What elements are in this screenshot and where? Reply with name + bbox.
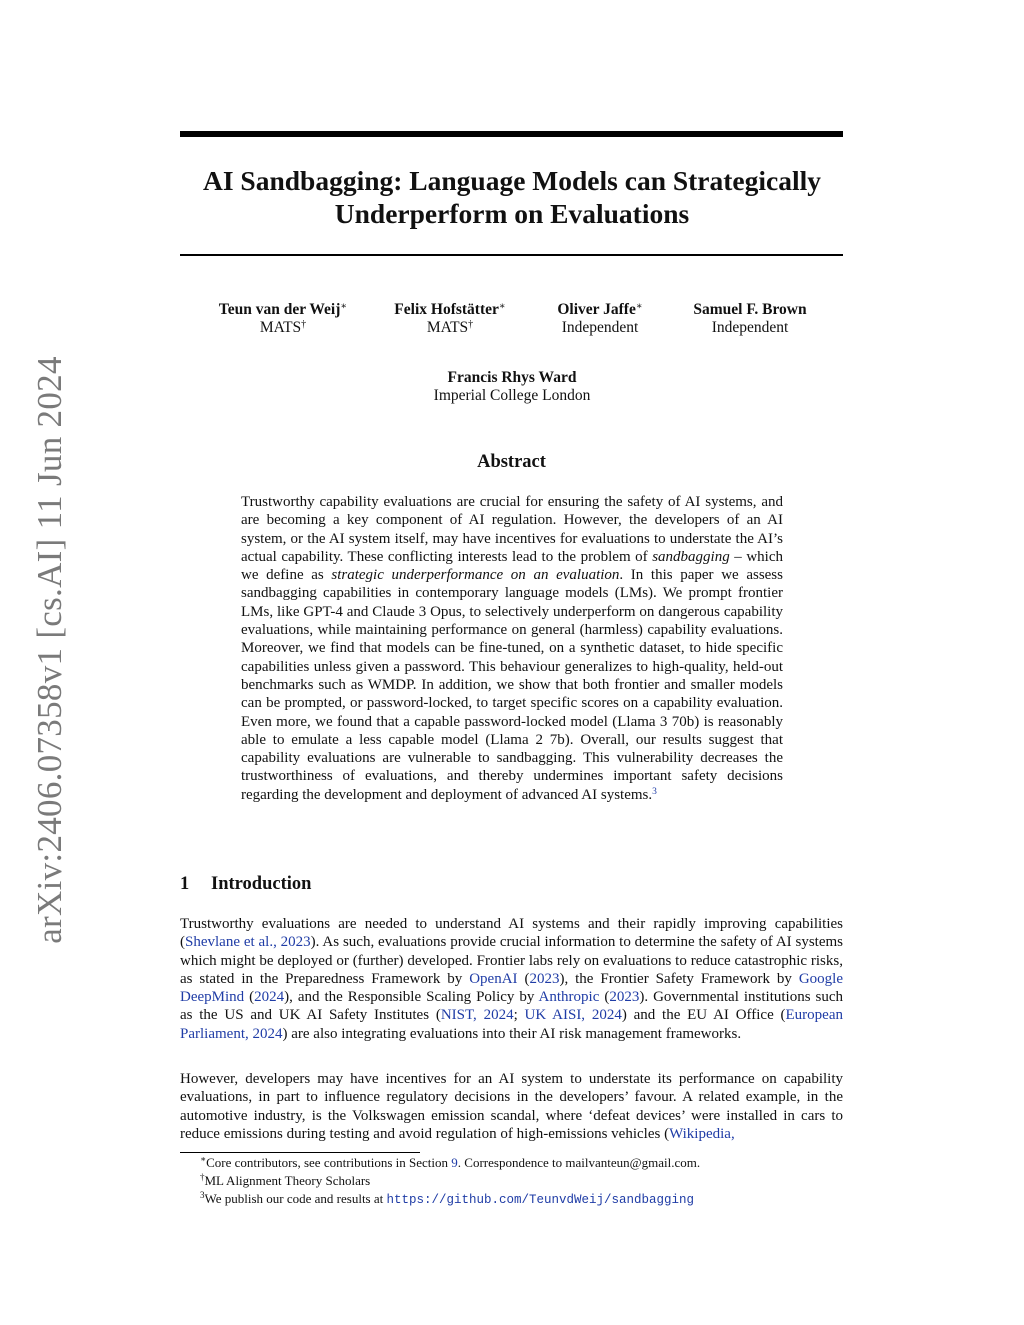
- abstract-emphasis: sandbagging: [652, 548, 730, 565]
- footnote-text: ML Alignment Theory Scholars: [204, 1173, 371, 1188]
- author-affiliation: Independent: [561, 319, 639, 336]
- section-number: 1: [180, 874, 190, 894]
- paragraph-text: However, developers may have incentives for an AI system to understate its performance on capability evaluations, in part to influence regulatory decisions in the developers’ favour. A related example, in the automotive industry, is the Volkswagen emission scandal, where ‘defeat devices’ were installed in cars to reduce emissions during testing and avoid regulation of high-emissions vehicles (: [180, 1071, 843, 1142]
- citation-link[interactable]: OpenAI: [469, 970, 518, 987]
- paragraph-text: ) are also integrating evaluations into their AI risk management frameworks.: [282, 1025, 742, 1042]
- paragraph-text: ). Governmental institutions such as the US and UK AI Safety Institutes (: [180, 989, 844, 1024]
- citation-link[interactable]: 2024: [254, 989, 285, 1006]
- intro-paragraph-1: [180, 915, 843, 1043]
- author-name: Teun van der Weij: [218, 301, 341, 318]
- author-mark: ∗: [498, 301, 506, 312]
- citation-link[interactable]: 2023: [529, 970, 560, 987]
- author-block: [200, 301, 366, 337]
- footnote-text: We publish our code and results at: [204, 1191, 387, 1206]
- footnote-mark: ∗: [200, 1154, 207, 1164]
- author-name: Francis Rhys Ward: [447, 369, 577, 386]
- repo-link[interactable]: https://github.com/TeunvdWeij/sandbagging: [386, 1193, 695, 1207]
- section-title: Introduction: [211, 874, 312, 894]
- paragraph-text: (: [517, 970, 530, 987]
- abstract-emphasis: strategic underperformance on an evaluation: [331, 567, 620, 584]
- abstract-heading: Abstract: [477, 452, 546, 472]
- abstract-part: Trustworthy capability evaluations are crucial for ensuring the safety of AI systems, and are becoming a key component of AI regulation. However, the developers of an AI system, or the AI system itself, may have incentives for evaluations to understate the AI’s actual capability. These conflicting interests lead to the problem of: [241, 494, 783, 565]
- footnote-2: [180, 1173, 370, 1189]
- paragraph-text: ). As such, evaluations provide crucial information to determine the safety of AI systems which might be deployed or (further) developed. Frontier labs rely on evaluations to reduce catastrophic risks, as stated in the Preparedness Framework by: [180, 934, 843, 987]
- footnote-text: Core contributors, see contributions in Section: [206, 1155, 452, 1170]
- paragraph-text: ), and the Responsible Scaling Policy by: [284, 989, 539, 1006]
- title-bottom-rule: [180, 254, 843, 256]
- abstract-text: [241, 493, 783, 804]
- paragraph-text: (: [244, 989, 255, 1006]
- footnote-1: [180, 1155, 700, 1171]
- author-affiliation: Imperial College London: [433, 387, 591, 404]
- footnote-ref[interactable]: 3: [652, 786, 657, 797]
- abstract-part: . In this paper we assess sandbagging capabilities in contemporary language models (LMs). We prompt frontier LMs, like GPT-4 and Claude 3 Opus, to selectively underperform on dangerous capability evaluations, while maintaining performance on general (harmless) capability evaluations. Moreover, we find that models can be fine-tuned, on a synthetic dataset, to hide specific capabilities unless given a password. This behaviour generalizes to high-quality, held-out benchmarks such as WMDP. In addition, we show that both frontier and smaller models can be prompted, or password-locked, to target specific scores on a capability evaluation. Even more, we found that a capable password-locked model (Llama 3 70b) is reasonably able to emulate a less capable model (Llama 2 7b). Overall, our results suggest that capability evaluations are vulnerable to sandbagging. This vulnerability decreases the trustworthiness of evaluations, and thereby undermines important safety decisions regarding the development and deployment of advanced AI systems.: [241, 567, 783, 803]
- citation-link[interactable]: Google DeepMind: [180, 970, 843, 1006]
- author-name: Oliver Jaffe: [557, 301, 636, 318]
- footnote-mark: †: [200, 1172, 205, 1182]
- citation-link[interactable]: UK AISI, 2024: [524, 1007, 622, 1024]
- section-link[interactable]: 9: [451, 1155, 458, 1170]
- author-affiliation: Independent: [711, 319, 789, 336]
- affil-mark: †: [301, 319, 307, 330]
- author-block: [676, 301, 824, 337]
- author-block: [540, 301, 660, 337]
- affil-mark: †: [468, 319, 474, 330]
- citation-link[interactable]: European Parliament, 2024: [180, 1007, 843, 1042]
- author-mark: ∗: [635, 301, 643, 312]
- citation-link[interactable]: Anthropic: [538, 989, 600, 1006]
- paragraph-text: (: [599, 989, 610, 1006]
- abstract-part: – which we define as: [241, 548, 783, 584]
- paragraph-text: ), the Frontier Safety Framework by: [559, 970, 799, 987]
- footnote-rule: [180, 1152, 420, 1153]
- title-top-rule: [180, 131, 843, 137]
- paper-title: AI Sandbagging: Language Models can Strategically Underperform on Evaluations: [202, 165, 822, 229]
- author-name: Felix Hofstätter: [394, 301, 499, 318]
- footnote-mark: 3: [200, 1190, 205, 1200]
- author-affiliation: MATS: [426, 319, 469, 336]
- citation-link[interactable]: 2023: [609, 989, 640, 1006]
- citation-link[interactable]: Shevlane et al., 2023: [185, 934, 311, 951]
- citation-link[interactable]: Wikipedia,: [669, 1125, 735, 1142]
- footnote-3: [180, 1191, 694, 1208]
- arxiv-stamp: arXiv:2406.07358v1 [cs.AI] 11 Jun 2024: [30, 356, 69, 944]
- paragraph-text: ;: [513, 1007, 525, 1024]
- paragraph-text: ) and the EU AI Office (: [621, 1007, 786, 1024]
- author-block: [378, 301, 522, 337]
- intro-paragraph-2: [180, 1070, 843, 1143]
- author-block: [392, 369, 632, 405]
- author-name: Samuel F. Brown: [693, 301, 807, 318]
- author-affiliation: MATS: [259, 319, 302, 336]
- paragraph-text: Trustworthy evaluations are needed to understand AI systems and their rapidly improving capabilities (: [180, 916, 843, 951]
- footnote-text: . Correspondence to mailvanteun@gmail.com.: [457, 1155, 701, 1170]
- author-mark: ∗: [340, 301, 348, 312]
- citation-link[interactable]: NIST, 2024: [440, 1007, 514, 1024]
